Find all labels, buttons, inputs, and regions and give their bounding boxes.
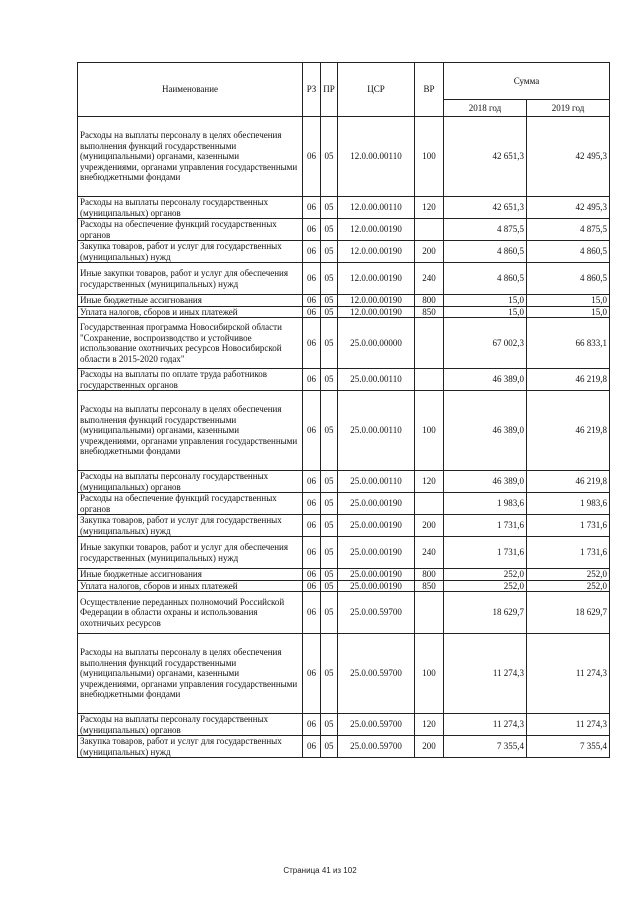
row-vr <box>415 592 444 634</box>
table-row <box>78 369 610 391</box>
row-sum-2018: 1 983,6 <box>444 493 527 515</box>
header-sum: Сумма <box>444 63 610 100</box>
row-pr: 05 <box>321 369 338 391</box>
row-csr: 25.0.00.00190 <box>338 515 415 537</box>
row-sum-2018: 252,0 <box>444 580 527 592</box>
row-csr: 25.0.00.59700 <box>338 634 415 714</box>
row-rz: 06 <box>303 580 321 592</box>
row-vr: 100 <box>415 391 444 471</box>
row-sum-2019: 7 355,4 <box>527 736 610 758</box>
header-year-1: 2018 год <box>444 100 527 117</box>
row-csr: 25.0.00.00190 <box>338 580 415 592</box>
row-rz: 06 <box>303 493 321 515</box>
row-csr: 25.0.00.00110 <box>338 391 415 471</box>
row-sum-2018: 18 629,7 <box>444 592 527 634</box>
row-sum-2019: 252,0 <box>527 580 610 592</box>
table-row <box>78 295 610 307</box>
row-pr: 05 <box>321 391 338 471</box>
row-rz: 06 <box>303 592 321 634</box>
row-pr: 05 <box>321 219 338 241</box>
row-vr: 200 <box>415 736 444 758</box>
row-rz: 06 <box>303 263 321 295</box>
row-rz: 06 <box>303 306 321 318</box>
row-pr: 05 <box>321 515 338 537</box>
table-row <box>78 592 610 634</box>
table-body <box>78 117 610 758</box>
row-pr: 05 <box>321 306 338 318</box>
row-csr: 25.0.00.59700 <box>338 736 415 758</box>
row-vr: 100 <box>415 117 444 197</box>
table-header <box>78 63 610 117</box>
row-rz: 06 <box>303 295 321 307</box>
row-rz: 06 <box>303 241 321 263</box>
row-sum-2018: 11 274,3 <box>444 714 527 736</box>
row-rz: 06 <box>303 471 321 493</box>
row-sum-2019: 46 219,8 <box>527 391 610 471</box>
row-vr: 120 <box>415 197 444 219</box>
row-pr: 05 <box>321 241 338 263</box>
row-vr: 240 <box>415 537 444 569</box>
row-rz: 06 <box>303 391 321 471</box>
row-name: Расходы на выплаты по оплате труда работников государственных органов <box>78 369 303 391</box>
header-vr: ВР <box>415 63 444 117</box>
row-csr: 12.0.00.00190 <box>338 295 415 307</box>
row-name: Расходы на выплаты персоналу государственных (муниципальных) органов <box>78 197 303 219</box>
table-row <box>78 197 610 219</box>
row-name: Расходы на выплаты персоналу государственных (муниципальных) органов <box>78 471 303 493</box>
row-name: Расходы на выплаты персоналу в целях обеспечения выполнения функций государственными (муниципальными) органами, казенными учреждениями, органами управления государственными внебюджетными фондами <box>78 117 303 197</box>
row-vr <box>415 493 444 515</box>
row-sum-2018: 1 731,6 <box>444 515 527 537</box>
row-csr: 12.0.00.00110 <box>338 197 415 219</box>
row-name: Уплата налогов, сборов и иных платежей <box>78 306 303 318</box>
row-vr: 850 <box>415 306 444 318</box>
row-name: Государственная программа Новосибирской области "Сохранение, воспроизводство и устойчивое использование охотничьих ресурсов Новосибирской области в 2015-2020 годах" <box>78 318 303 369</box>
row-sum-2019: 4 875,5 <box>527 219 610 241</box>
row-sum-2019: 1 731,6 <box>527 515 610 537</box>
row-name: Иные закупки товаров, работ и услуг для обеспечения государственных (муниципальных) нужд <box>78 263 303 295</box>
table-row <box>78 471 610 493</box>
row-rz: 06 <box>303 515 321 537</box>
row-sum-2019: 4 860,5 <box>527 241 610 263</box>
row-sum-2018: 15,0 <box>444 306 527 318</box>
row-pr: 05 <box>321 592 338 634</box>
row-sum-2019: 42 495,3 <box>527 197 610 219</box>
row-vr: 100 <box>415 634 444 714</box>
table-row <box>78 117 610 197</box>
table-row <box>78 515 610 537</box>
row-sum-2018: 46 389,0 <box>444 471 527 493</box>
row-name: Уплата налогов, сборов и иных платежей <box>78 580 303 592</box>
row-rz: 06 <box>303 197 321 219</box>
row-rz: 06 <box>303 736 321 758</box>
row-pr: 05 <box>321 714 338 736</box>
table-row <box>78 493 610 515</box>
row-pr: 05 <box>321 318 338 369</box>
row-vr: 200 <box>415 515 444 537</box>
row-name: Расходы на выплаты персоналу в целях обеспечения выполнения функций государственными (муниципальными) органами, казенными учреждениями, органами управления государственными внебюджетными фондами <box>78 391 303 471</box>
table-row <box>78 537 610 569</box>
row-vr: 240 <box>415 263 444 295</box>
row-pr: 05 <box>321 263 338 295</box>
row-sum-2018: 4 860,5 <box>444 263 527 295</box>
row-sum-2018: 11 274,3 <box>444 634 527 714</box>
row-pr: 05 <box>321 471 338 493</box>
row-sum-2018: 46 389,0 <box>444 369 527 391</box>
row-pr: 05 <box>321 493 338 515</box>
row-csr: 25.0.00.00190 <box>338 537 415 569</box>
row-vr: 850 <box>415 580 444 592</box>
table-row <box>78 219 610 241</box>
table-row <box>78 634 610 714</box>
table-row <box>78 318 610 369</box>
row-name: Закупка товаров, работ и услуг для государственных (муниципальных) нужд <box>78 241 303 263</box>
table-row <box>78 263 610 295</box>
row-pr: 05 <box>321 634 338 714</box>
row-sum-2018: 1 731,6 <box>444 537 527 569</box>
row-csr: 25.0.00.00110 <box>338 471 415 493</box>
row-sum-2018: 4 860,5 <box>444 241 527 263</box>
row-rz: 06 <box>303 714 321 736</box>
row-sum-2019: 1 983,6 <box>527 493 610 515</box>
row-sum-2018: 15,0 <box>444 295 527 307</box>
row-sum-2019: 18 629,7 <box>527 592 610 634</box>
row-csr: 25.0.00.00000 <box>338 318 415 369</box>
row-name: Расходы на выплаты персоналу государственных (муниципальных) органов <box>78 714 303 736</box>
row-sum-2019: 1 731,6 <box>527 537 610 569</box>
row-sum-2018: 7 355,4 <box>444 736 527 758</box>
row-vr <box>415 318 444 369</box>
table-row <box>78 736 610 758</box>
row-vr: 200 <box>415 241 444 263</box>
row-csr: 12.0.00.00190 <box>338 219 415 241</box>
row-rz: 06 <box>303 537 321 569</box>
header-pr: ПР <box>321 63 338 117</box>
row-csr: 12.0.00.00190 <box>338 241 415 263</box>
row-rz: 06 <box>303 369 321 391</box>
row-name: Закупка товаров, работ и услуг для государственных (муниципальных) нужд <box>78 736 303 758</box>
row-sum-2019: 42 495,3 <box>527 117 610 197</box>
row-name: Расходы на выплаты персоналу в целях обеспечения выполнения функций государственными (муниципальными) органами, казенными учреждениями, органами управления государственными внебюджетными фондами <box>78 634 303 714</box>
row-vr: 800 <box>415 295 444 307</box>
row-rz: 06 <box>303 569 321 581</box>
row-sum-2019: 252,0 <box>527 569 610 581</box>
row-csr: 25.0.00.00190 <box>338 493 415 515</box>
row-sum-2018: 67 002,3 <box>444 318 527 369</box>
row-sum-2019: 66 833,1 <box>527 318 610 369</box>
row-pr: 05 <box>321 295 338 307</box>
row-vr <box>415 369 444 391</box>
row-name: Иные бюджетные ассигнования <box>78 295 303 307</box>
row-sum-2018: 42 651,3 <box>444 197 527 219</box>
table-row <box>78 569 610 581</box>
row-csr: 25.0.00.00110 <box>338 369 415 391</box>
row-vr: 120 <box>415 471 444 493</box>
row-sum-2018: 4 875,5 <box>444 219 527 241</box>
table-row <box>78 391 610 471</box>
table-row <box>78 714 610 736</box>
row-csr: 25.0.00.00190 <box>338 569 415 581</box>
row-csr: 12.0.00.00190 <box>338 306 415 318</box>
row-rz: 06 <box>303 117 321 197</box>
row-rz: 06 <box>303 634 321 714</box>
row-sum-2019: 11 274,3 <box>527 634 610 714</box>
row-vr: 800 <box>415 569 444 581</box>
table-row <box>78 306 610 318</box>
row-name: Расходы на обеспечение функций государственных органов <box>78 493 303 515</box>
row-name: Иные бюджетные ассигнования <box>78 569 303 581</box>
row-name: Осуществление переданных полномочий Российской Федерации в области охраны и использования охотничьих ресурсов <box>78 592 303 634</box>
row-rz: 06 <box>303 318 321 369</box>
row-pr: 05 <box>321 117 338 197</box>
row-name: Закупка товаров, работ и услуг для государственных (муниципальных) нужд <box>78 515 303 537</box>
row-csr: 12.0.00.00110 <box>338 117 415 197</box>
header-csr: ЦСР <box>338 63 415 117</box>
row-sum-2018: 42 651,3 <box>444 117 527 197</box>
row-sum-2019: 15,0 <box>527 295 610 307</box>
row-sum-2019: 11 274,3 <box>527 714 610 736</box>
header-name: Наименование <box>78 63 303 117</box>
row-pr: 05 <box>321 580 338 592</box>
row-rz: 06 <box>303 219 321 241</box>
row-csr: 25.0.00.59700 <box>338 714 415 736</box>
row-sum-2018: 46 389,0 <box>444 391 527 471</box>
row-pr: 05 <box>321 569 338 581</box>
budget-table <box>77 62 610 758</box>
table-row <box>78 580 610 592</box>
row-sum-2018: 252,0 <box>444 569 527 581</box>
row-sum-2019: 4 860,5 <box>527 263 610 295</box>
row-sum-2019: 46 219,8 <box>527 369 610 391</box>
row-csr: 25.0.00.59700 <box>338 592 415 634</box>
row-name: Иные закупки товаров, работ и услуг для обеспечения государственных (муниципальных) нужд <box>78 537 303 569</box>
row-sum-2019: 15,0 <box>527 306 610 318</box>
row-vr: 120 <box>415 714 444 736</box>
row-pr: 05 <box>321 197 338 219</box>
row-pr: 05 <box>321 736 338 758</box>
row-name: Расходы на обеспечение функций государственных органов <box>78 219 303 241</box>
header-year-2: 2019 год <box>527 100 610 117</box>
row-csr: 12.0.00.00190 <box>338 263 415 295</box>
table-row <box>78 241 610 263</box>
row-sum-2019: 46 219,8 <box>527 471 610 493</box>
row-vr <box>415 219 444 241</box>
row-pr: 05 <box>321 537 338 569</box>
page-number: Страница 41 из 102 <box>283 866 357 875</box>
header-rz: РЗ <box>303 63 321 117</box>
